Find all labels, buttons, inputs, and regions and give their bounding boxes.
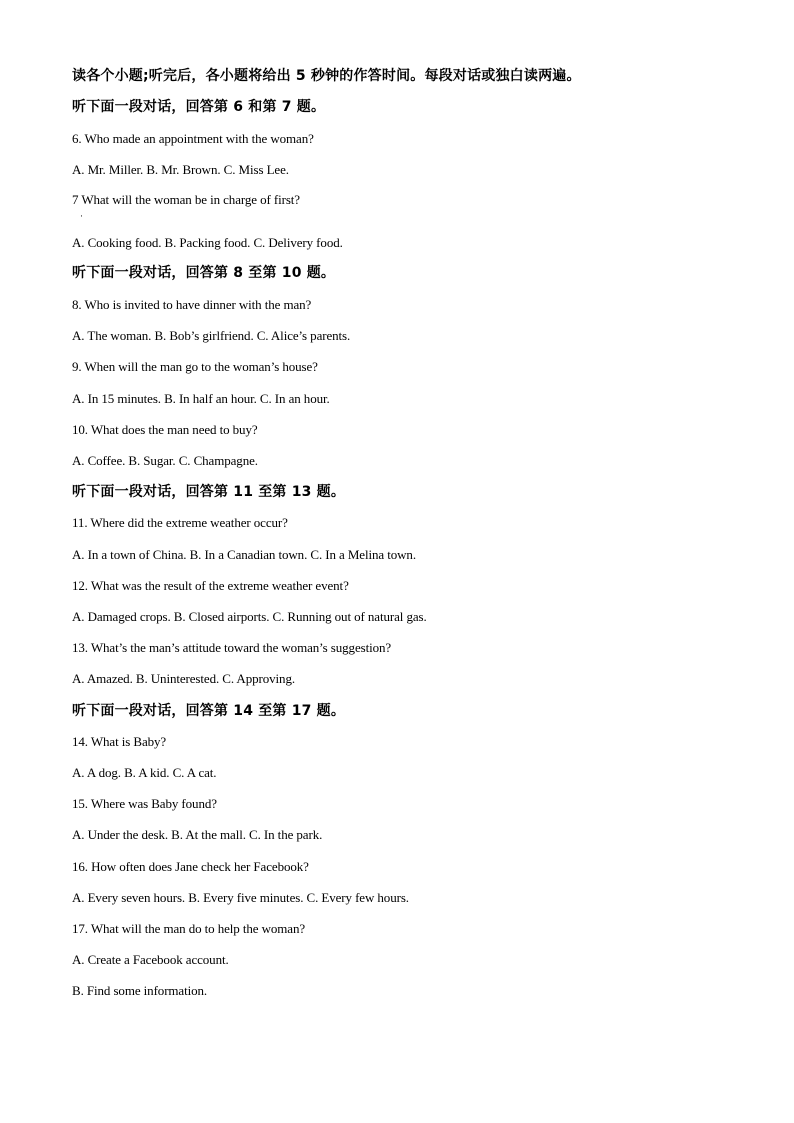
question-8: 8. Who is invited to have dinner with the man?: [72, 297, 312, 312]
question-11: 11. Where did the extreme weather occur?: [72, 515, 288, 530]
question-16: 16. How often does Jane check her Facebook?: [72, 859, 309, 874]
stray-mark: ·: [80, 211, 83, 221]
question-9: 9. When will the man go to the woman’s house?: [72, 359, 318, 374]
option-17-a: A. Create a Facebook account.: [72, 952, 229, 967]
options-13: A. Amazed. B. Uninterested. C. Approving.: [72, 671, 296, 686]
instruction-line: 读各个小题;听完后，各小题将给出 5 秒钟的作答时间。每段对话或独白读两遍。: [72, 68, 581, 84]
options-10: A. Coffee. B. Sugar. C. Champagne.: [72, 453, 258, 468]
options-11: A. In a town of China. B. In a Canadian town. C. In a Melina town.: [72, 547, 416, 562]
question-15: 15. Where was Baby found?: [72, 796, 217, 811]
question-7: 7 What will the woman be in charge of first?: [72, 192, 300, 207]
question-14: 14. What is Baby?: [72, 734, 167, 749]
section-heading-8-10: 听下面一段对话，回答第 8 至第 10 题。: [72, 265, 336, 281]
option-17-b: B. Find some information.: [72, 983, 208, 998]
options-9: A. In 15 minutes. B. In half an hour. C. In an hour.: [72, 391, 330, 406]
question-13: 13. What’s the man’s attitude toward the woman’s suggestion?: [72, 640, 392, 655]
options-7: A. Cooking food. B. Packing food. C. Delivery food.: [72, 235, 343, 250]
options-12: A. Damaged crops. B. Closed airports. C. Running out of natural gas.: [72, 609, 427, 624]
options-6: A. Mr. Miller. B. Mr. Brown. C. Miss Lee.: [72, 162, 289, 177]
question-6: 6. Who made an appointment with the woman?: [72, 131, 314, 146]
options-15: A. Under the desk. B. At the mall. C. In the park.: [72, 827, 323, 842]
options-8: A. The woman. B. Bob’s girlfriend. C. Alice’s parents.: [72, 328, 351, 343]
question-10: 10. What does the man need to buy?: [72, 422, 258, 437]
options-14: A. A dog. B. A kid. C. A cat.: [72, 765, 217, 780]
options-16: A. Every seven hours. B. Every five minutes. C. Every few hours.: [72, 890, 409, 905]
section-heading-11-13: 听下面一段对话，回答第 11 至第 13 题。: [72, 484, 346, 500]
section-heading-14-17: 听下面一段对话，回答第 14 至第 17 题。: [72, 703, 346, 719]
question-12: 12. What was the result of the extreme weather event?: [72, 578, 349, 593]
section-heading-6-7: 听下面一段对话，回答第 6 和第 7 题。: [72, 99, 326, 115]
question-17: 17. What will the man do to help the woman?: [72, 921, 306, 936]
